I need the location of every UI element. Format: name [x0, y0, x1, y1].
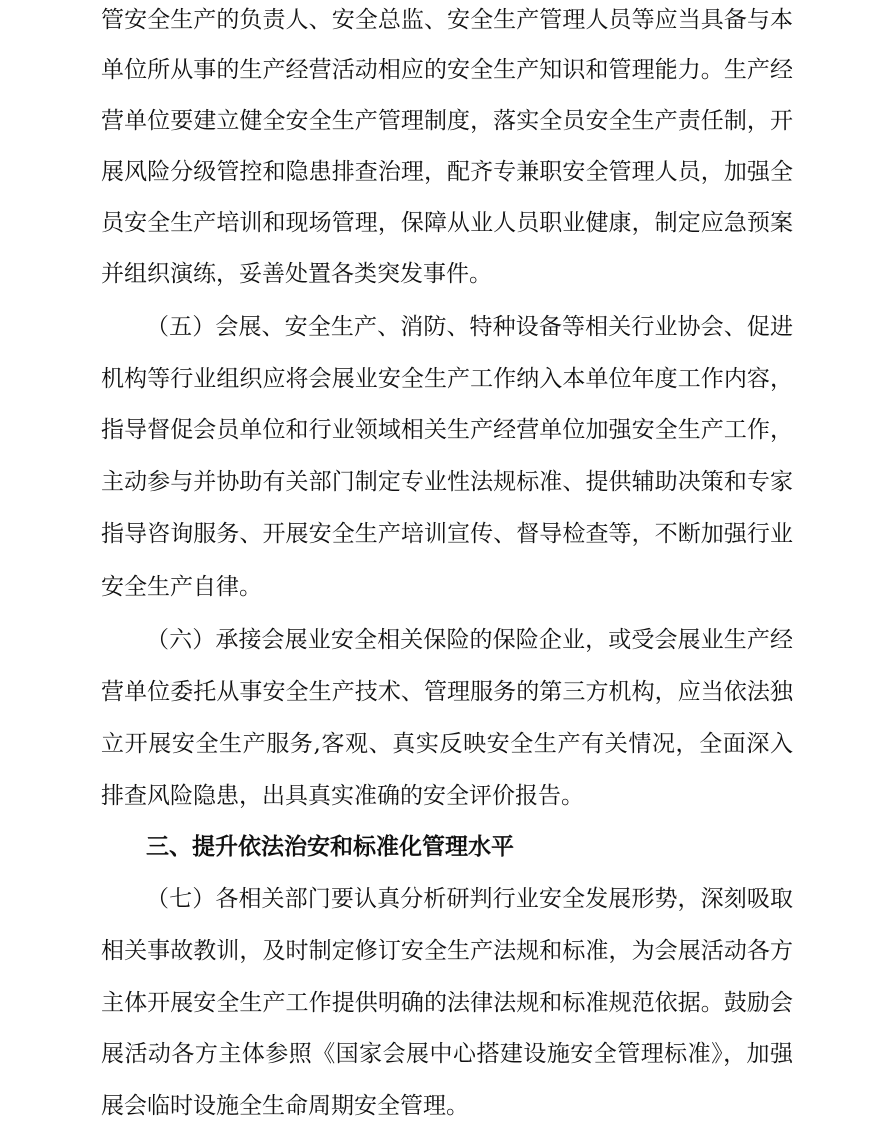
paragraph-line: 立开展安全生产服务,客观、真实反映安全生产有关情况，全面深入	[101, 731, 793, 757]
paragraph-line: 营单位委托从事安全生产技术、管理服务的第三方机构，应当依法独	[101, 679, 793, 705]
paragraph-line: 展风险分级管控和隐患排查治理，配齐专兼职安全管理人员，加强全	[101, 159, 793, 185]
paragraph-line: 营单位要建立健全安全生产管理制度，落实全员安全生产责任制，开	[101, 108, 793, 134]
paragraph-line: 单位所从事的生产经营活动相应的安全生产知识和管理能力。生产经	[101, 57, 793, 83]
paragraph-line: 安全生产自律。	[101, 574, 262, 600]
paragraph-line: 机构等行业组织应将会展业安全生产工作纳入本单位年度工作内容，	[101, 366, 793, 392]
paragraph-line: 并组织演练，妥善处置各类突发事件。	[101, 261, 492, 287]
paragraph-line: （七）各相关部门要认真分析研判行业安全发展形势，深刻吸取	[146, 886, 793, 912]
paragraph-line: 主体开展安全生产工作提供明确的法律法规和标准规范依据。鼓励会	[101, 990, 793, 1016]
paragraph-line: 指导督促会员单位和行业领域相关生产经营单位加强安全生产工作，	[101, 417, 793, 443]
section-heading: 三、提升依法治安和标准化管理水平	[146, 834, 514, 860]
paragraph-line: （五）会展、安全生产、消防、特种设备等相关行业协会、促进	[146, 314, 793, 340]
paragraph-line: 相关事故教训，及时制定修订安全生产法规和标准，为会展活动各方	[101, 938, 793, 964]
paragraph-line: 排查风险隐患，出具真实准确的安全评价报告。	[101, 783, 584, 809]
paragraph-line: 展会临时设施全生命周期安全管理。	[101, 1093, 469, 1119]
paragraph-line: 主动参与并协助有关部门制定专业性法规标准、提供辅助决策和专家	[101, 469, 793, 495]
paragraph-line: （六）承接会展业安全相关保险的保险企业，或受会展业生产经	[146, 627, 793, 653]
paragraph-line: 员安全生产培训和现场管理，保障从业人员职业健康，制定应急预案	[101, 210, 793, 236]
paragraph-line: 指导咨询服务、开展安全生产培训宣传、督导检查等，不断加强行业	[101, 521, 793, 547]
paragraph-line: 管安全生产的负责人、安全总监、安全生产管理人员等应当具备与本	[101, 7, 793, 33]
paragraph-line: 展活动各方主体参照《国家会展中心搭建设施安全管理标准》，加强	[101, 1041, 793, 1067]
